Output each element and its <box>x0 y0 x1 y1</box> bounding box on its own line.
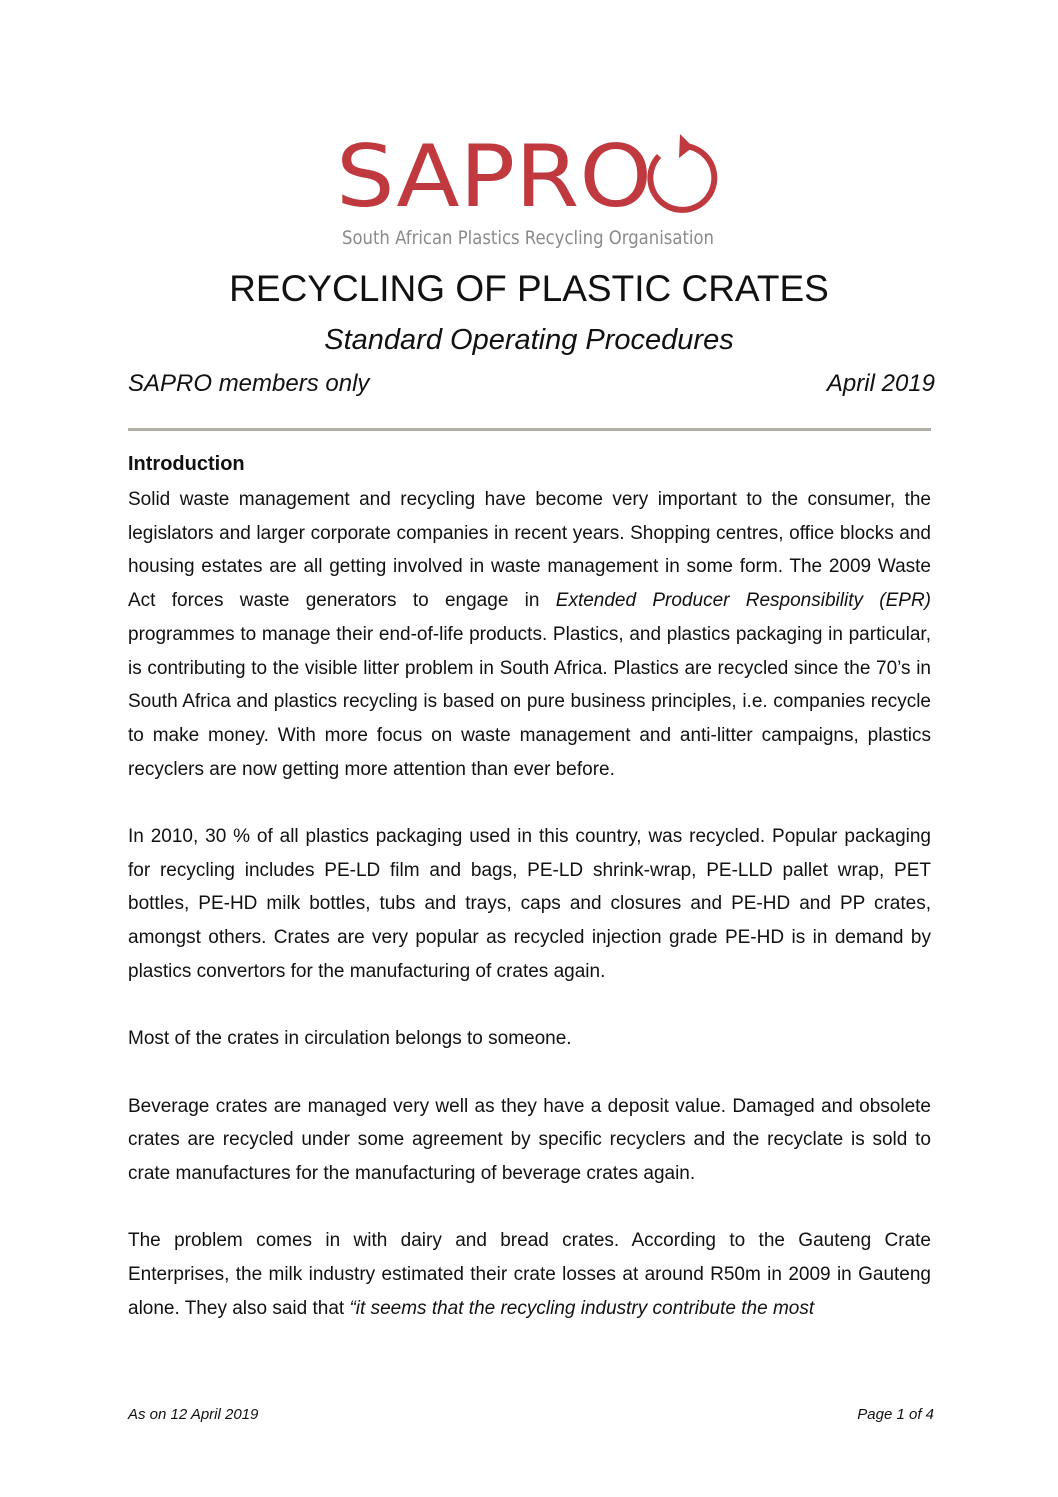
document-title: RECYCLING OF PLASTIC CRATES <box>229 268 829 309</box>
paragraph-1-text-b: programmes to manage their end-of-life products. Plastics, and plastics packaging in particular, is contributing to the visible litter problem in South Africa. Plastics are recycled since the 70’s in South Africa and plastics recycling is based on pure business principles, i.e. companies recycle to make money. With more focus on waste management and anti-litter campaigns, plastics recyclers are now getting more attention than ever before. <box>128 623 931 780</box>
audience-label: SAPRO members only <box>128 370 370 397</box>
paragraph-4: Beverage crates are managed very well as they have a deposit value. Damaged and obsolete crates are recycled under some agreement by specific recyclers and the recyclate is sold to crate manufactures for the manufacturing of beverage crates again. <box>128 1095 931 1185</box>
paragraph-1-emphasis: Extended Producer Responsibility (EPR) <box>555 590 931 612</box>
paragraph-3: Most of the crates in circulation belongs to someone. <box>128 1028 572 1050</box>
paragraph-5 <box>128 1224 931 1325</box>
recycle-arrow-icon <box>650 134 714 210</box>
document-subtitle: Standard Operating Procedures <box>324 324 734 356</box>
sapro-logo <box>330 124 730 250</box>
paragraph-1 <box>128 483 931 786</box>
paragraph-1-text-a: Solid waste management and recycling have become very important to the consumer, the legislators and larger corporate companies in recent years. Shopping centres, office blocks and housing estates are all getting involved in waste management in some form. The 2009 Waste Act forces waste generators to engage in <box>128 489 931 612</box>
header-divider <box>128 428 931 431</box>
paragraph-5-quote: “it seems that the recycling industry contribute the most <box>349 1297 815 1319</box>
footer-date: As on 12 April 2019 <box>128 1406 259 1423</box>
body-text <box>128 483 931 1326</box>
paragraph-5-text: The problem comes in with dairy and bread crates. According to the Gauteng Crate Enterprises, the milk industry estimated their crate losses at around R50m in 2009 in Gauteng alone. They also said that <box>128 1230 931 1319</box>
page-number: Page 1 of 4 <box>857 1406 934 1423</box>
section-heading: Introduction <box>128 453 245 475</box>
paragraph-2: In 2010, 30 % of all plastics packaging used in this country, was recycled. Popular packaging for recycling includes PE-LD film and bags, PE-LD shrink-wrap, PE-LLD pallet wrap, PET bottles, PE-HD milk bottles, tubs and trays, caps and closures and PE-HD and PP crates, amongst others. Crates are very popular as recycled injection grade PE-HD is in demand by plastics convertors for the manufacturing of crates again. <box>128 826 931 982</box>
document-date: April 2019 <box>826 370 935 397</box>
logo-tagline: South African Plastics Recycling Organisation <box>342 227 714 249</box>
logo-wordmark: SAPRO <box>336 127 652 227</box>
